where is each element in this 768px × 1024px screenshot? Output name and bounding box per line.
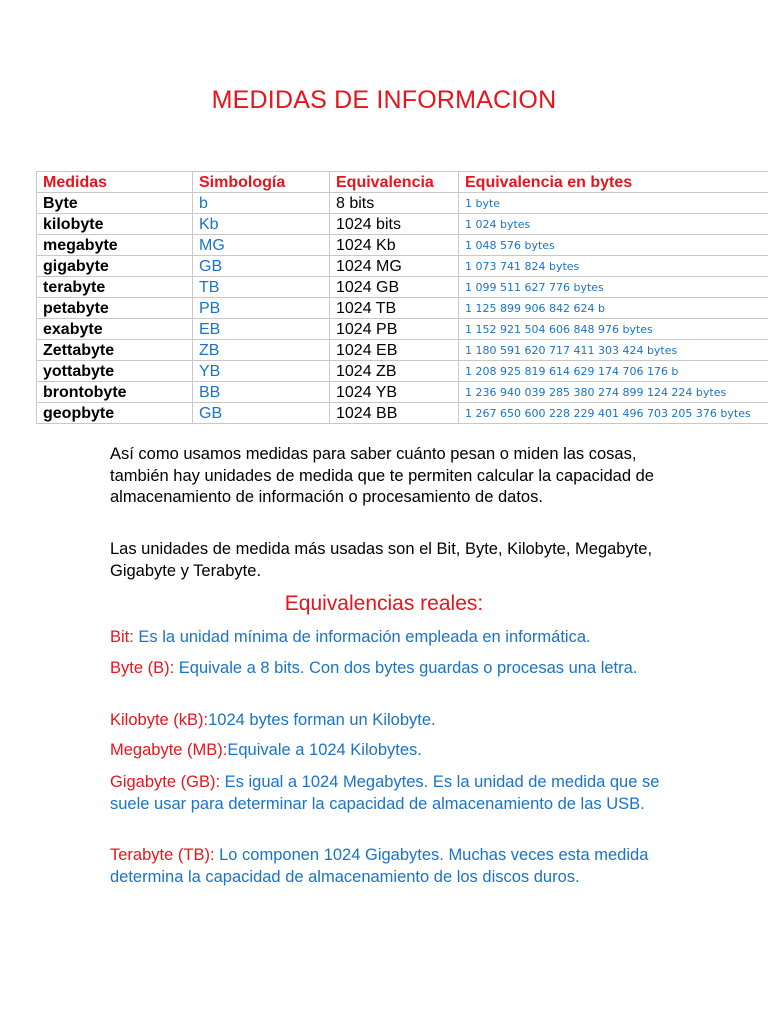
unit-bytes: 1 125 899 906 842 624 b (459, 298, 768, 319)
table-row (37, 277, 768, 298)
definition-byte (110, 658, 670, 680)
definition-text: 1024 bytes forman un Kilobyte. (208, 711, 436, 729)
definition-term: Bit: (110, 628, 134, 646)
unit-name: Zettabyte (37, 340, 193, 361)
definition-gigabyte (110, 772, 670, 815)
unit-equivalence: 1024 YB (330, 382, 459, 403)
unit-bytes: 1 180 591 620 717 411 303 424 bytes (459, 340, 768, 361)
definition-term: Byte (B): (110, 659, 175, 677)
unit-bytes: 1 byte (459, 193, 768, 214)
unit-bytes: 1 099 511 627 776 bytes (459, 277, 768, 298)
page-title: MEDIDAS DE INFORMACION (211, 86, 557, 114)
unit-symbol: b (193, 193, 330, 214)
table-row (37, 214, 768, 235)
unit-bytes: 1 208 925 819 614 629 174 706 176 b (459, 361, 768, 382)
unit-symbol: EB (193, 319, 330, 340)
unit-name: brontobyte (37, 382, 193, 403)
unit-name: megabyte (37, 235, 193, 256)
unit-equivalence: 1024 bits (330, 214, 459, 235)
table-row (37, 361, 768, 382)
unit-equivalence: 1024 PB (330, 319, 459, 340)
unit-bytes: 1 073 741 824 bytes (459, 256, 768, 277)
table-row (37, 382, 768, 403)
unit-equivalence: 1024 TB (330, 298, 459, 319)
definition-bit (110, 627, 670, 649)
definition-text: Es igual a 1024 Megabytes. Es la unidad de medida que se suele usar para determinar la capacidad de almacenamiento de las USB. (110, 773, 660, 813)
unit-symbol: PB (193, 298, 330, 319)
unit-symbol: BB (193, 382, 330, 403)
intro-paragraph-2: Las unidades de medida más usadas son el Bit, Byte, Kilobyte, Megabyte, Gigabyte y Terabyte. (110, 540, 653, 580)
unit-equivalence: 8 bits (330, 193, 459, 214)
unit-name: yottabyte (37, 361, 193, 382)
unit-symbol: YB (193, 361, 330, 382)
unit-name: exabyte (37, 319, 193, 340)
header-medidas: Medidas (37, 172, 193, 193)
unit-equivalence: 1024 GB (330, 277, 459, 298)
table-row (37, 319, 768, 340)
table-row (37, 403, 768, 424)
unit-symbol: GB (193, 403, 330, 424)
definition-term: Megabyte (MB): (110, 741, 228, 759)
definition-text: Equivale a 1024 Kilobytes. (227, 741, 422, 759)
table-row (37, 340, 768, 361)
intro-paragraph-1: Así como usamos medidas para saber cuánto pesan o miden las cosas, también hay unidades de medida que te permiten calcular la capacidad de almacenamiento de información o procesamiento de datos. (110, 445, 654, 506)
table-row (37, 298, 768, 319)
header-equivalencia-bytes: Equivalencia en bytes (459, 172, 768, 193)
unit-name: geopbyte (37, 403, 193, 424)
unit-symbol: GB (193, 256, 330, 277)
table-row (37, 256, 768, 277)
definition-text: Lo componen 1024 Gigabytes. Muchas veces esta medida determina la capacidad de almacenamiento de los discos duros. (110, 846, 649, 886)
definition-text: Equivale a 8 bits. Con dos bytes guardas o procesas una letra. (174, 659, 638, 677)
unit-bytes: 1 024 bytes (459, 214, 768, 235)
definition-megabyte (110, 740, 670, 762)
unit-bytes: 1 236 940 039 285 380 274 899 124 224 bytes (459, 382, 768, 403)
unit-name: gigabyte (37, 256, 193, 277)
definition-text: Es la unidad mínima de información empleada en informática. (133, 628, 591, 646)
header-simbologia: Simbología (193, 172, 330, 193)
unit-symbol: ZB (193, 340, 330, 361)
definition-term: Terabyte (TB): (110, 846, 215, 864)
unit-name: petabyte (37, 298, 193, 319)
table-row (37, 235, 768, 256)
table-header-row (37, 172, 768, 193)
header-equivalencia: Equivalencia (330, 172, 459, 193)
unit-equivalence: 1024 Kb (330, 235, 459, 256)
unit-name: kilobyte (37, 214, 193, 235)
unit-symbol: TB (193, 277, 330, 298)
unit-bytes: 1 048 576 bytes (459, 235, 768, 256)
unit-symbol: Kb (193, 214, 330, 235)
units-table (36, 171, 768, 424)
definition-term: Kilobyte (kB): (110, 711, 209, 729)
unit-bytes: 1 267 650 600 228 229 401 496 703 205 376 bytes (459, 403, 768, 424)
unit-equivalence: 1024 ZB (330, 361, 459, 382)
definition-kilobyte (110, 710, 670, 732)
unit-name: terabyte (37, 277, 193, 298)
table-row (37, 193, 768, 214)
section-subtitle: Equivalencias reales: (284, 592, 484, 615)
unit-name: Byte (37, 193, 193, 214)
unit-equivalence: 1024 BB (330, 403, 459, 424)
unit-equivalence: 1024 MG (330, 256, 459, 277)
definition-term: Gigabyte (GB): (110, 773, 221, 791)
unit-equivalence: 1024 EB (330, 340, 459, 361)
unit-bytes: 1 152 921 504 606 848 976 bytes (459, 319, 768, 340)
unit-symbol: MG (193, 235, 330, 256)
definition-terabyte (110, 845, 670, 888)
